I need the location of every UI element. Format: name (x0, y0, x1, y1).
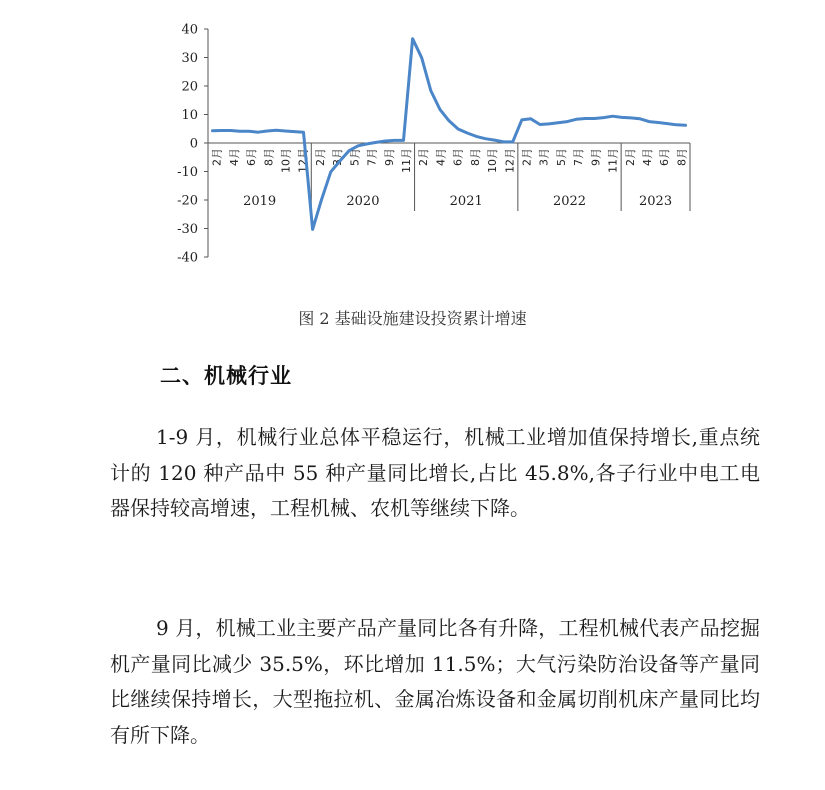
data-point (457, 128, 460, 131)
data-point (247, 130, 250, 133)
year-label: 2021 (449, 194, 483, 209)
data-point (484, 137, 487, 140)
data-point (411, 37, 414, 40)
data-point (284, 130, 287, 133)
data-point (257, 131, 260, 134)
data-point (684, 124, 687, 127)
data-point (548, 122, 551, 125)
x-month-label: 2月 (520, 148, 534, 166)
data-point (593, 117, 596, 120)
year-label: 2020 (346, 194, 380, 209)
y-tick-label: -10 (177, 165, 198, 180)
paragraph-september-output: 9 月，机械工业主要产品产量同比各有升降，工程机械代表产品挖掘机产量同比减少 35.5%，环比增加 11.5%；大气污染防治设备等产量同比继续保持增长，大型拖拉机、金属冶炼设备和金属切削机床产量同比均有所下降。 (110, 616, 760, 747)
data-point (348, 149, 351, 152)
x-month-label: 7月 (572, 148, 586, 166)
data-point (211, 129, 214, 132)
data-point (520, 118, 523, 121)
x-month-label: 6月 (658, 148, 672, 166)
data-point (384, 140, 387, 143)
data-point (639, 117, 642, 120)
data-point (402, 139, 405, 142)
x-month-label: 4月 (434, 148, 448, 166)
y-tick-label: 0 (189, 136, 198, 152)
year-label: 2023 (639, 194, 673, 209)
data-point (566, 120, 569, 123)
section-heading: 二、机械行业 (160, 364, 292, 388)
y-tick-label: -20 (177, 193, 198, 209)
x-month-label: 3月 (331, 148, 345, 166)
data-point (529, 117, 532, 120)
data-point (584, 117, 587, 120)
data-point (666, 122, 669, 125)
data-point (220, 129, 223, 132)
x-month-label: 4月 (640, 148, 654, 166)
paragraph-machinery-overview: 1-9 月，机械行业总体平稳运行，机械工业增加值保持增长,重点统计的 120 种产品中 55 种产量同比增长,占比 45.8%,各子行业中电工电器保持较高增速，工程机械、农机等继续下降。 (110, 425, 760, 520)
x-month-label: 4月 (227, 148, 241, 166)
data-point (266, 130, 269, 133)
y-axis (177, 23, 208, 266)
x-axis (208, 143, 690, 211)
x-month-label: 2月 (417, 148, 431, 166)
x-month-label: 5月 (348, 148, 362, 166)
year-label: 2022 (552, 194, 587, 209)
data-point (429, 89, 432, 92)
y-tick-label: 30 (181, 51, 198, 66)
data-point (611, 115, 614, 118)
data-point (475, 135, 478, 138)
data-point (238, 130, 241, 133)
data-point (602, 116, 605, 119)
data-point (438, 108, 441, 111)
data-point (629, 116, 632, 119)
x-month-label: 10月 (486, 148, 500, 173)
x-month-label: 10月 (279, 148, 293, 173)
data-point (302, 131, 305, 134)
figure-caption: 图 2 基础设施建设投资累计增速 (298, 309, 527, 328)
data-point (493, 139, 496, 142)
data-point (311, 228, 314, 231)
data-point (538, 123, 541, 126)
data-point (320, 198, 323, 201)
y-tick-label: -40 (177, 250, 198, 266)
y-tick-label: 20 (181, 79, 198, 95)
x-month-label: 11月 (606, 148, 620, 173)
data-point (575, 118, 578, 121)
x-month-label: 5月 (554, 148, 568, 166)
data-point (620, 116, 623, 119)
x-month-label: 12月 (503, 148, 517, 173)
x-month-label: 9月 (589, 148, 603, 166)
data-point (293, 130, 296, 133)
data-point (393, 139, 396, 142)
x-month-label: 8月 (468, 148, 482, 166)
data-point (275, 129, 278, 132)
x-month-label: 12月 (296, 148, 310, 173)
x-month-label: 8月 (262, 148, 276, 166)
data-point (357, 144, 360, 147)
data-point (366, 142, 369, 145)
data-point (511, 140, 514, 143)
data-point (448, 119, 451, 122)
y-tick-label: 10 (181, 108, 198, 123)
data-point (229, 129, 232, 132)
year-label: 2019 (243, 194, 277, 209)
x-month-label: 11月 (399, 148, 413, 173)
data-point (502, 140, 505, 143)
y-tick-label: 40 (181, 22, 198, 38)
x-month-label: 6月 (451, 148, 465, 166)
data-point (420, 56, 423, 59)
x-month-label: 2月 (210, 148, 224, 166)
x-month-label: 9月 (382, 148, 396, 166)
data-point (675, 123, 678, 126)
data-point (375, 141, 378, 144)
data-point (648, 120, 651, 123)
y-tick-label: -30 (177, 222, 198, 237)
infrastructure-investment-line-chart (0, 0, 825, 300)
x-month-label: 8月 (675, 148, 689, 166)
x-month-label: 2月 (313, 148, 327, 166)
data-point (466, 132, 469, 135)
x-month-label: 7月 (365, 148, 379, 166)
x-month-label: 6月 (245, 148, 259, 166)
x-month-label: 2月 (623, 148, 637, 166)
data-point (657, 121, 660, 124)
data-point (329, 170, 332, 173)
data-point (338, 160, 341, 163)
data-point (557, 121, 560, 124)
x-month-label: 3月 (537, 148, 551, 166)
